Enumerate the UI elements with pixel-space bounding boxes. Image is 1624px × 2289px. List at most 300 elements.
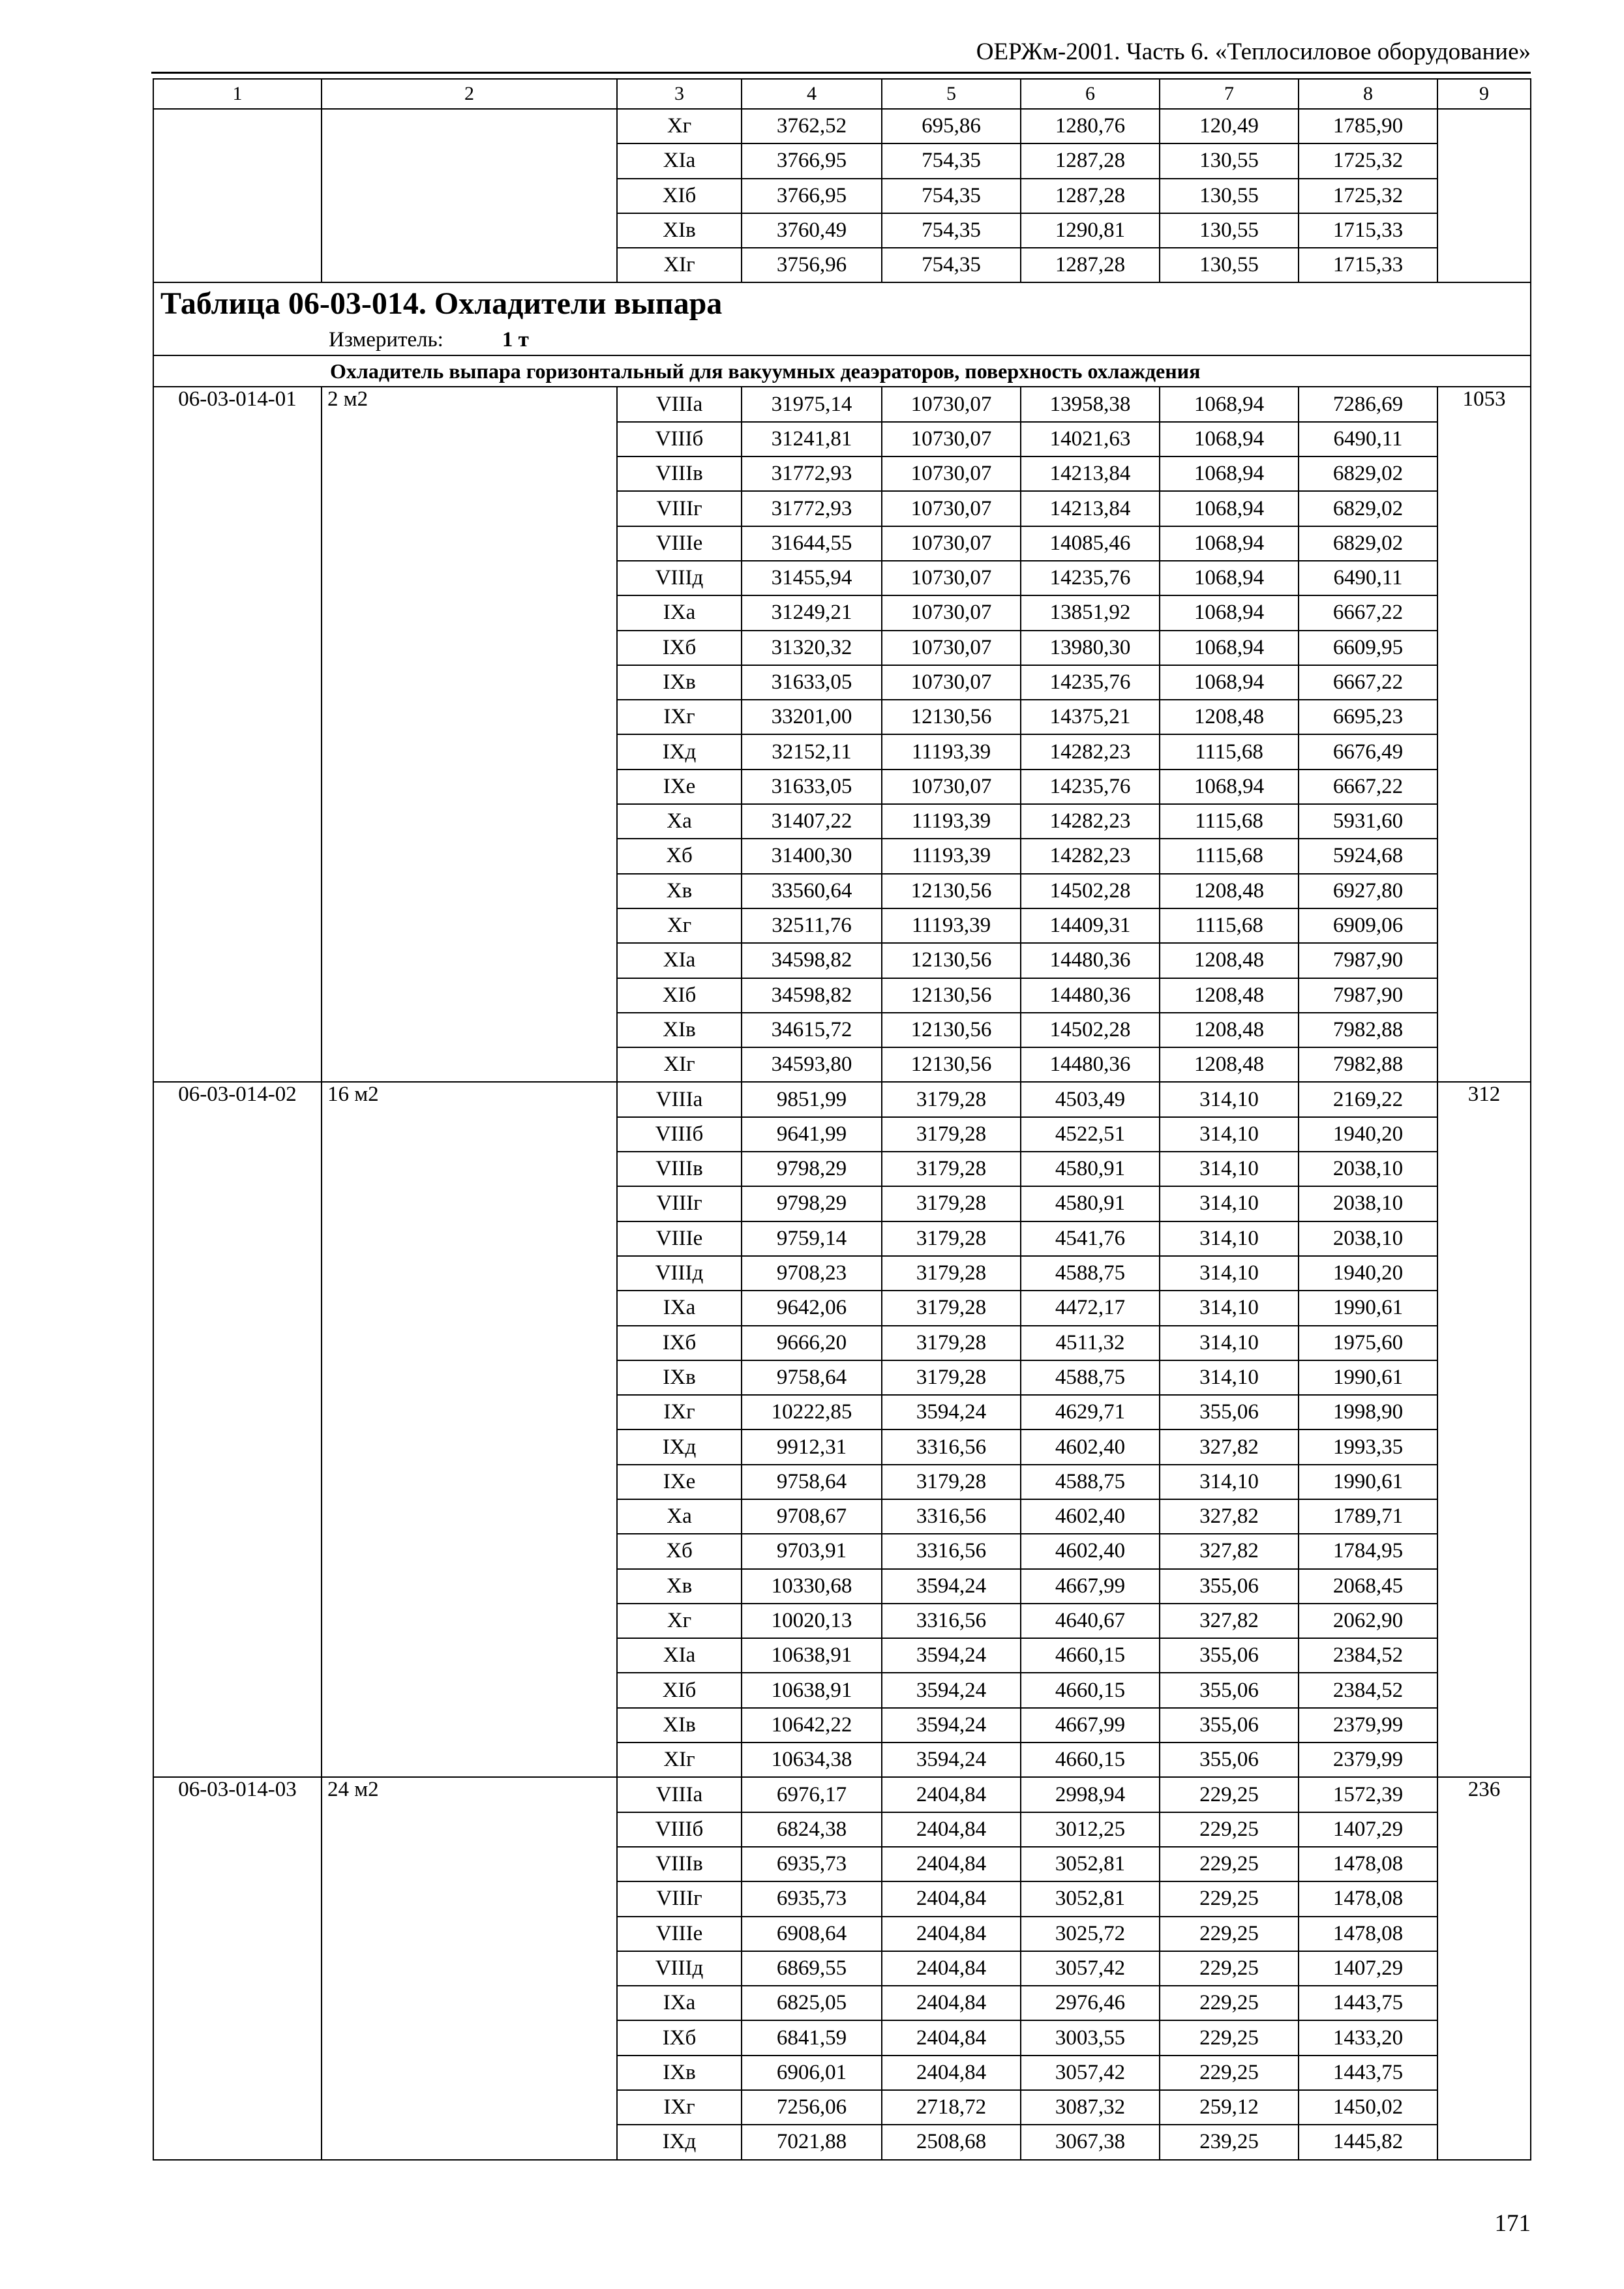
value-cell: 2508,68 — [882, 2125, 1021, 2159]
value-cell: 314,10 — [1160, 1082, 1299, 1116]
value-cell: 1068,94 — [1160, 770, 1299, 804]
value-cell: 314,10 — [1160, 1291, 1299, 1325]
group-title: Охладитель выпара горизонтальный для вакуумных деаэраторов, поверхность охлаждения — [153, 355, 1531, 387]
value-cell: 1208,48 — [1160, 943, 1299, 978]
value-cell: 31633,05 — [742, 770, 882, 804]
value-cell: 6667,22 — [1299, 770, 1437, 804]
value-cell: 3179,28 — [882, 1082, 1021, 1116]
region-cell: IXб — [617, 631, 742, 665]
value-cell: 10222,85 — [742, 1395, 882, 1429]
value-cell: 1785,90 — [1299, 109, 1437, 143]
item-name: 16 м2 — [322, 1082, 617, 1777]
region-cell: VIIIе — [617, 1221, 742, 1256]
value-cell: 10642,22 — [742, 1708, 882, 1743]
value-cell: 5931,60 — [1299, 804, 1437, 839]
value-cell: 12130,56 — [882, 943, 1021, 978]
value-cell: 1990,61 — [1299, 1465, 1437, 1499]
value-cell: 9758,64 — [742, 1360, 882, 1395]
region-cell: VIIIа — [617, 1777, 742, 1812]
value-cell: 31455,94 — [742, 561, 882, 595]
value-cell: 31241,81 — [742, 422, 882, 456]
value-cell: 754,35 — [882, 143, 1021, 178]
item-name: 2 м2 — [322, 387, 617, 1082]
region-cell: Xа — [617, 804, 742, 839]
column-number: 5 — [882, 79, 1021, 109]
value-cell: 14021,63 — [1021, 422, 1160, 456]
value-cell: 9642,06 — [742, 1291, 882, 1325]
value-cell: 1443,75 — [1299, 2056, 1437, 2090]
value-cell: 130,55 — [1160, 143, 1299, 178]
value-cell: 10330,68 — [742, 1569, 882, 1604]
value-cell: 31400,30 — [742, 839, 882, 873]
value-cell: 7987,90 — [1299, 978, 1437, 1013]
value-cell: 1940,20 — [1299, 1256, 1437, 1291]
value-cell: 1478,08 — [1299, 1917, 1437, 1951]
value-cell: 3179,28 — [882, 1117, 1021, 1152]
value-cell: 11193,39 — [882, 734, 1021, 769]
item-name: 24 м2 — [322, 1777, 617, 2159]
value-cell: 14502,28 — [1021, 874, 1160, 908]
value-cell: 355,06 — [1160, 1743, 1299, 1777]
unit-label: Измеритель: — [329, 328, 444, 352]
region-cell: Xб — [617, 1534, 742, 1568]
value-cell: 3594,24 — [882, 1395, 1021, 1429]
value-cell: 2068,45 — [1299, 1569, 1437, 1604]
value-cell: 3057,42 — [1021, 2056, 1160, 2090]
name-cell — [322, 109, 617, 143]
region-cell: XIв — [617, 1708, 742, 1743]
column-number: 7 — [1160, 79, 1299, 109]
value-cell: 14235,76 — [1021, 561, 1160, 595]
value-cell: 229,25 — [1160, 1847, 1299, 1881]
value-cell: 3594,24 — [882, 1708, 1021, 1743]
value-cell: 6490,11 — [1299, 561, 1437, 595]
value-cell: 355,06 — [1160, 1673, 1299, 1707]
value-cell: 2384,52 — [1299, 1638, 1437, 1673]
region-cell: VIIIа — [617, 387, 742, 421]
value-cell: 314,10 — [1160, 1152, 1299, 1186]
value-cell: 34615,72 — [742, 1013, 882, 1047]
value-cell: 2404,84 — [882, 2056, 1021, 2090]
value-cell: 10638,91 — [742, 1673, 882, 1707]
value-cell: 2976,46 — [1021, 1986, 1160, 2020]
region-cell: VIIIа — [617, 1082, 742, 1116]
value-cell: 6841,59 — [742, 2020, 882, 2055]
value-cell: 6976,17 — [742, 1777, 882, 1812]
value-cell: 1990,61 — [1299, 1291, 1437, 1325]
region-cell: XIб — [617, 1673, 742, 1707]
value-cell: 10634,38 — [742, 1743, 882, 1777]
value-cell: 239,25 — [1160, 2125, 1299, 2159]
value-cell: 9851,99 — [742, 1082, 882, 1116]
value-cell: 3316,56 — [882, 1534, 1021, 1568]
value-cell: 14213,84 — [1021, 491, 1160, 526]
value-cell: 1445,82 — [1299, 2125, 1437, 2159]
value-cell: 1208,48 — [1160, 1013, 1299, 1047]
value-cell: 1407,29 — [1299, 1812, 1437, 1847]
value-cell: 4503,49 — [1021, 1082, 1160, 1116]
value-cell: 6829,02 — [1299, 526, 1437, 561]
value-cell: 2379,99 — [1299, 1743, 1437, 1777]
value-cell: 3087,32 — [1021, 2090, 1160, 2125]
value-cell: 754,35 — [882, 248, 1021, 282]
value-cell: 1450,02 — [1299, 2090, 1437, 2125]
table-title-row — [153, 282, 1531, 355]
value-cell: 1572,39 — [1299, 1777, 1437, 1812]
carryover-row — [153, 109, 1531, 143]
region-cell: IXг — [617, 700, 742, 734]
value-cell: 4660,15 — [1021, 1673, 1160, 1707]
value-cell: 355,06 — [1160, 1569, 1299, 1604]
value-cell: 2998,94 — [1021, 1777, 1160, 1812]
value-cell: 1789,71 — [1299, 1499, 1437, 1534]
value-cell: 2384,52 — [1299, 1673, 1437, 1707]
value-cell: 1068,94 — [1160, 561, 1299, 595]
value-cell: 9912,31 — [742, 1429, 882, 1464]
value-cell: 3003,55 — [1021, 2020, 1160, 2055]
value-cell: 1407,29 — [1299, 1951, 1437, 1986]
value-cell: 3756,96 — [742, 248, 882, 282]
value-cell: 33560,64 — [742, 874, 882, 908]
region-cell: VIIIе — [617, 1917, 742, 1951]
region-cell: IXе — [617, 770, 742, 804]
value-cell: 31644,55 — [742, 526, 882, 561]
value-cell: 7987,90 — [1299, 943, 1437, 978]
column-number: 1 — [153, 79, 322, 109]
region-cell: VIIIг — [617, 1186, 742, 1221]
name-cell — [322, 248, 617, 282]
value-cell: 31249,21 — [742, 595, 882, 630]
value-cell: 1068,94 — [1160, 631, 1299, 665]
value-cell: 6829,02 — [1299, 491, 1437, 526]
value-cell: 4588,75 — [1021, 1465, 1160, 1499]
region-cell: Xб — [617, 839, 742, 873]
value-cell: 14409,31 — [1021, 908, 1160, 943]
value-cell: 1287,28 — [1021, 179, 1160, 213]
value-cell: 6906,01 — [742, 2056, 882, 2090]
value-cell: 1940,20 — [1299, 1117, 1437, 1152]
value-cell: 1290,81 — [1021, 213, 1160, 248]
value-cell: 14235,76 — [1021, 665, 1160, 700]
value-cell: 12130,56 — [882, 874, 1021, 908]
value-cell: 2062,90 — [1299, 1604, 1437, 1638]
value-cell: 1068,94 — [1160, 422, 1299, 456]
value-cell: 695,86 — [882, 109, 1021, 143]
value-cell: 1287,28 — [1021, 248, 1160, 282]
value-cell: 2169,22 — [1299, 1082, 1437, 1116]
region-cell: IXе — [617, 1465, 742, 1499]
value-cell: 355,06 — [1160, 1708, 1299, 1743]
value-cell: 3594,24 — [882, 1673, 1021, 1707]
item-code: 06-03-014-02 — [153, 1082, 322, 1777]
region-cell: VIIIб — [617, 1117, 742, 1152]
value-cell: 6676,49 — [1299, 734, 1437, 769]
value-cell: 754,35 — [882, 213, 1021, 248]
value-cell: 1725,32 — [1299, 179, 1437, 213]
rates-table — [153, 78, 1531, 2161]
carryover-row — [153, 213, 1531, 248]
value-cell: 10730,07 — [882, 595, 1021, 630]
value-cell: 3316,56 — [882, 1604, 1021, 1638]
value-cell: 31772,93 — [742, 491, 882, 526]
region-cell: IXд — [617, 2125, 742, 2159]
region-cell: XIа — [617, 1638, 742, 1673]
value-cell: 6829,02 — [1299, 456, 1437, 491]
value-cell: 10020,13 — [742, 1604, 882, 1638]
item-col9: 1053 — [1437, 387, 1531, 1082]
column-number: 4 — [742, 79, 882, 109]
value-cell: 4660,15 — [1021, 1638, 1160, 1673]
value-cell: 5924,68 — [1299, 839, 1437, 873]
value-cell: 2404,84 — [882, 1951, 1021, 1986]
value-cell: 6927,80 — [1299, 874, 1437, 908]
value-cell: 3179,28 — [882, 1152, 1021, 1186]
region-cell: Xг — [617, 908, 742, 943]
value-cell: 9708,67 — [742, 1499, 882, 1534]
value-cell: 31975,14 — [742, 387, 882, 421]
value-cell: 2404,84 — [882, 2020, 1021, 2055]
code-cell — [153, 248, 322, 282]
value-cell: 3594,24 — [882, 1569, 1021, 1604]
value-cell: 4667,99 — [1021, 1708, 1160, 1743]
value-cell: 7982,88 — [1299, 1047, 1437, 1082]
value-cell: 4472,17 — [1021, 1291, 1160, 1325]
region-cell: IXа — [617, 595, 742, 630]
code-cell — [153, 179, 322, 213]
value-cell: 229,25 — [1160, 1777, 1299, 1812]
value-cell: 3052,81 — [1021, 1847, 1160, 1881]
value-cell: 6490,11 — [1299, 422, 1437, 456]
region-cell: IXа — [617, 1986, 742, 2020]
value-cell: 1208,48 — [1160, 874, 1299, 908]
name-cell — [322, 143, 617, 178]
region-cell: VIIIе — [617, 526, 742, 561]
value-cell: 2038,10 — [1299, 1221, 1437, 1256]
unit-value: 1 т — [502, 328, 529, 352]
value-cell: 4667,99 — [1021, 1569, 1160, 1604]
value-cell: 9758,64 — [742, 1465, 882, 1499]
value-cell: 3760,49 — [742, 213, 882, 248]
region-cell: VIIIв — [617, 1847, 742, 1881]
value-cell: 12130,56 — [882, 700, 1021, 734]
value-cell: 10730,07 — [882, 526, 1021, 561]
region-cell: Xв — [617, 1569, 742, 1604]
value-cell: 2404,84 — [882, 1812, 1021, 1847]
value-cell: 355,06 — [1160, 1638, 1299, 1673]
value-cell: 11193,39 — [882, 839, 1021, 873]
value-cell: 314,10 — [1160, 1360, 1299, 1395]
region-cell: IXд — [617, 1429, 742, 1464]
value-cell: 34598,82 — [742, 978, 882, 1013]
region-cell: IXв — [617, 1360, 742, 1395]
value-cell: 327,82 — [1160, 1604, 1299, 1638]
value-cell: 31772,93 — [742, 456, 882, 491]
value-cell: 229,25 — [1160, 2056, 1299, 2090]
table-row — [153, 1777, 1531, 1812]
value-cell: 10730,07 — [882, 631, 1021, 665]
region-cell: IXд — [617, 734, 742, 769]
value-cell: 14502,28 — [1021, 1013, 1160, 1047]
value-cell: 10730,07 — [882, 422, 1021, 456]
value-cell: 1478,08 — [1299, 1847, 1437, 1881]
value-cell: 1715,33 — [1299, 248, 1437, 282]
value-cell: 754,35 — [882, 179, 1021, 213]
value-cell: 1993,35 — [1299, 1429, 1437, 1464]
value-cell: 229,25 — [1160, 1881, 1299, 1916]
column-number-row — [153, 79, 1531, 109]
value-cell: 1208,48 — [1160, 978, 1299, 1013]
value-cell: 14213,84 — [1021, 456, 1160, 491]
col9-cell — [1437, 143, 1531, 178]
value-cell: 4602,40 — [1021, 1534, 1160, 1568]
value-cell: 3179,28 — [882, 1256, 1021, 1291]
value-cell: 3179,28 — [882, 1186, 1021, 1221]
value-cell: 10730,07 — [882, 387, 1021, 421]
value-cell: 3766,95 — [742, 179, 882, 213]
value-cell: 34593,80 — [742, 1047, 882, 1082]
value-cell: 1287,28 — [1021, 143, 1160, 178]
value-cell: 3594,24 — [882, 1638, 1021, 1673]
value-cell: 14480,36 — [1021, 978, 1160, 1013]
value-cell: 32511,76 — [742, 908, 882, 943]
region-cell: Xа — [617, 1499, 742, 1534]
value-cell: 10730,07 — [882, 665, 1021, 700]
region-cell: VIIIд — [617, 1256, 742, 1291]
value-cell: 10730,07 — [882, 770, 1021, 804]
column-number: 6 — [1021, 79, 1160, 109]
value-cell: 10638,91 — [742, 1638, 882, 1673]
region-cell: IXг — [617, 2090, 742, 2125]
header-rule — [151, 72, 1531, 74]
value-cell: 34598,82 — [742, 943, 882, 978]
item-code: 06-03-014-03 — [153, 1777, 322, 2159]
value-cell: 31407,22 — [742, 804, 882, 839]
value-cell: 33201,00 — [742, 700, 882, 734]
region-cell: IXб — [617, 1326, 742, 1360]
value-cell: 130,55 — [1160, 248, 1299, 282]
value-cell: 6609,95 — [1299, 631, 1437, 665]
value-cell: XIб — [617, 179, 742, 213]
value-cell: 1715,33 — [1299, 213, 1437, 248]
item-code: 06-03-014-01 — [153, 387, 322, 1082]
value-cell: 2038,10 — [1299, 1152, 1437, 1186]
value-cell: 3057,42 — [1021, 1951, 1160, 1986]
group-title-row — [153, 355, 1531, 387]
value-cell: 2404,84 — [882, 1847, 1021, 1881]
region-cell: VIIIг — [617, 491, 742, 526]
carryover-row — [153, 179, 1531, 213]
value-cell: 4541,76 — [1021, 1221, 1160, 1256]
value-cell: 130,55 — [1160, 179, 1299, 213]
value-cell: 4588,75 — [1021, 1256, 1160, 1291]
value-cell: 9798,29 — [742, 1152, 882, 1186]
value-cell: 14480,36 — [1021, 943, 1160, 978]
value-cell: 12130,56 — [882, 1047, 1021, 1082]
value-cell: 4602,40 — [1021, 1429, 1160, 1464]
value-cell: 314,10 — [1160, 1256, 1299, 1291]
region-cell: Xв — [617, 874, 742, 908]
value-cell: 4522,51 — [1021, 1117, 1160, 1152]
col9-cell — [1437, 248, 1531, 282]
value-cell: 31633,05 — [742, 665, 882, 700]
value-cell: 4511,32 — [1021, 1326, 1160, 1360]
region-cell: IXв — [617, 665, 742, 700]
value-cell: 1068,94 — [1160, 387, 1299, 421]
value-cell: 1115,68 — [1160, 734, 1299, 769]
region-cell: XIа — [617, 943, 742, 978]
value-cell: 327,82 — [1160, 1499, 1299, 1534]
value-cell: 4640,67 — [1021, 1604, 1160, 1638]
code-cell — [153, 213, 322, 248]
value-cell: 3762,52 — [742, 109, 882, 143]
value-cell: 14235,76 — [1021, 770, 1160, 804]
value-cell: 6695,23 — [1299, 700, 1437, 734]
value-cell: 3179,28 — [882, 1221, 1021, 1256]
value-cell: XIа — [617, 143, 742, 178]
value-cell: 2404,84 — [882, 1917, 1021, 1951]
value-cell: 6935,73 — [742, 1881, 882, 1916]
value-cell: 14085,46 — [1021, 526, 1160, 561]
value-cell: 259,12 — [1160, 2090, 1299, 2125]
value-cell: 1068,94 — [1160, 595, 1299, 630]
region-cell: XIв — [617, 1013, 742, 1047]
code-cell — [153, 109, 322, 143]
value-cell: 6935,73 — [742, 1847, 882, 1881]
value-cell: 120,49 — [1160, 109, 1299, 143]
region-cell: IXв — [617, 2056, 742, 2090]
region-cell: VIIIб — [617, 1812, 742, 1847]
value-cell: 4660,15 — [1021, 1743, 1160, 1777]
region-cell: VIIIг — [617, 1881, 742, 1916]
region-cell: VIIIд — [617, 561, 742, 595]
column-number: 8 — [1299, 79, 1437, 109]
region-cell: VIIIб — [617, 422, 742, 456]
value-cell: 7286,69 — [1299, 387, 1437, 421]
value-cell: 314,10 — [1160, 1221, 1299, 1256]
value-cell: 130,55 — [1160, 213, 1299, 248]
table-row — [153, 1082, 1531, 1116]
value-cell: 327,82 — [1160, 1429, 1299, 1464]
value-cell: 1115,68 — [1160, 908, 1299, 943]
value-cell: 229,25 — [1160, 1951, 1299, 1986]
value-cell: 1478,08 — [1299, 1881, 1437, 1916]
value-cell: 1115,68 — [1160, 804, 1299, 839]
value-cell: 11193,39 — [882, 804, 1021, 839]
value-cell: 12130,56 — [882, 978, 1021, 1013]
value-cell: 4580,91 — [1021, 1152, 1160, 1186]
value-cell: 13958,38 — [1021, 387, 1160, 421]
region-cell: XIг — [617, 1743, 742, 1777]
item-col9: 312 — [1437, 1082, 1531, 1777]
value-cell: 1443,75 — [1299, 1986, 1437, 2020]
value-cell: 3179,28 — [882, 1465, 1021, 1499]
carryover-row — [153, 143, 1531, 178]
code-cell — [153, 143, 322, 178]
region-cell: VIIIд — [617, 1951, 742, 1986]
value-cell: 229,25 — [1160, 2020, 1299, 2055]
value-cell: 3316,56 — [882, 1499, 1021, 1534]
value-cell: 12130,56 — [882, 1013, 1021, 1047]
name-cell — [322, 179, 617, 213]
table-info — [153, 282, 1531, 355]
value-cell: 1068,94 — [1160, 491, 1299, 526]
value-cell: 9798,29 — [742, 1186, 882, 1221]
value-cell: 7982,88 — [1299, 1013, 1437, 1047]
value-cell: 314,10 — [1160, 1186, 1299, 1221]
value-cell: 10730,07 — [882, 456, 1021, 491]
value-cell: 314,10 — [1160, 1326, 1299, 1360]
value-cell: XIв — [617, 213, 742, 248]
